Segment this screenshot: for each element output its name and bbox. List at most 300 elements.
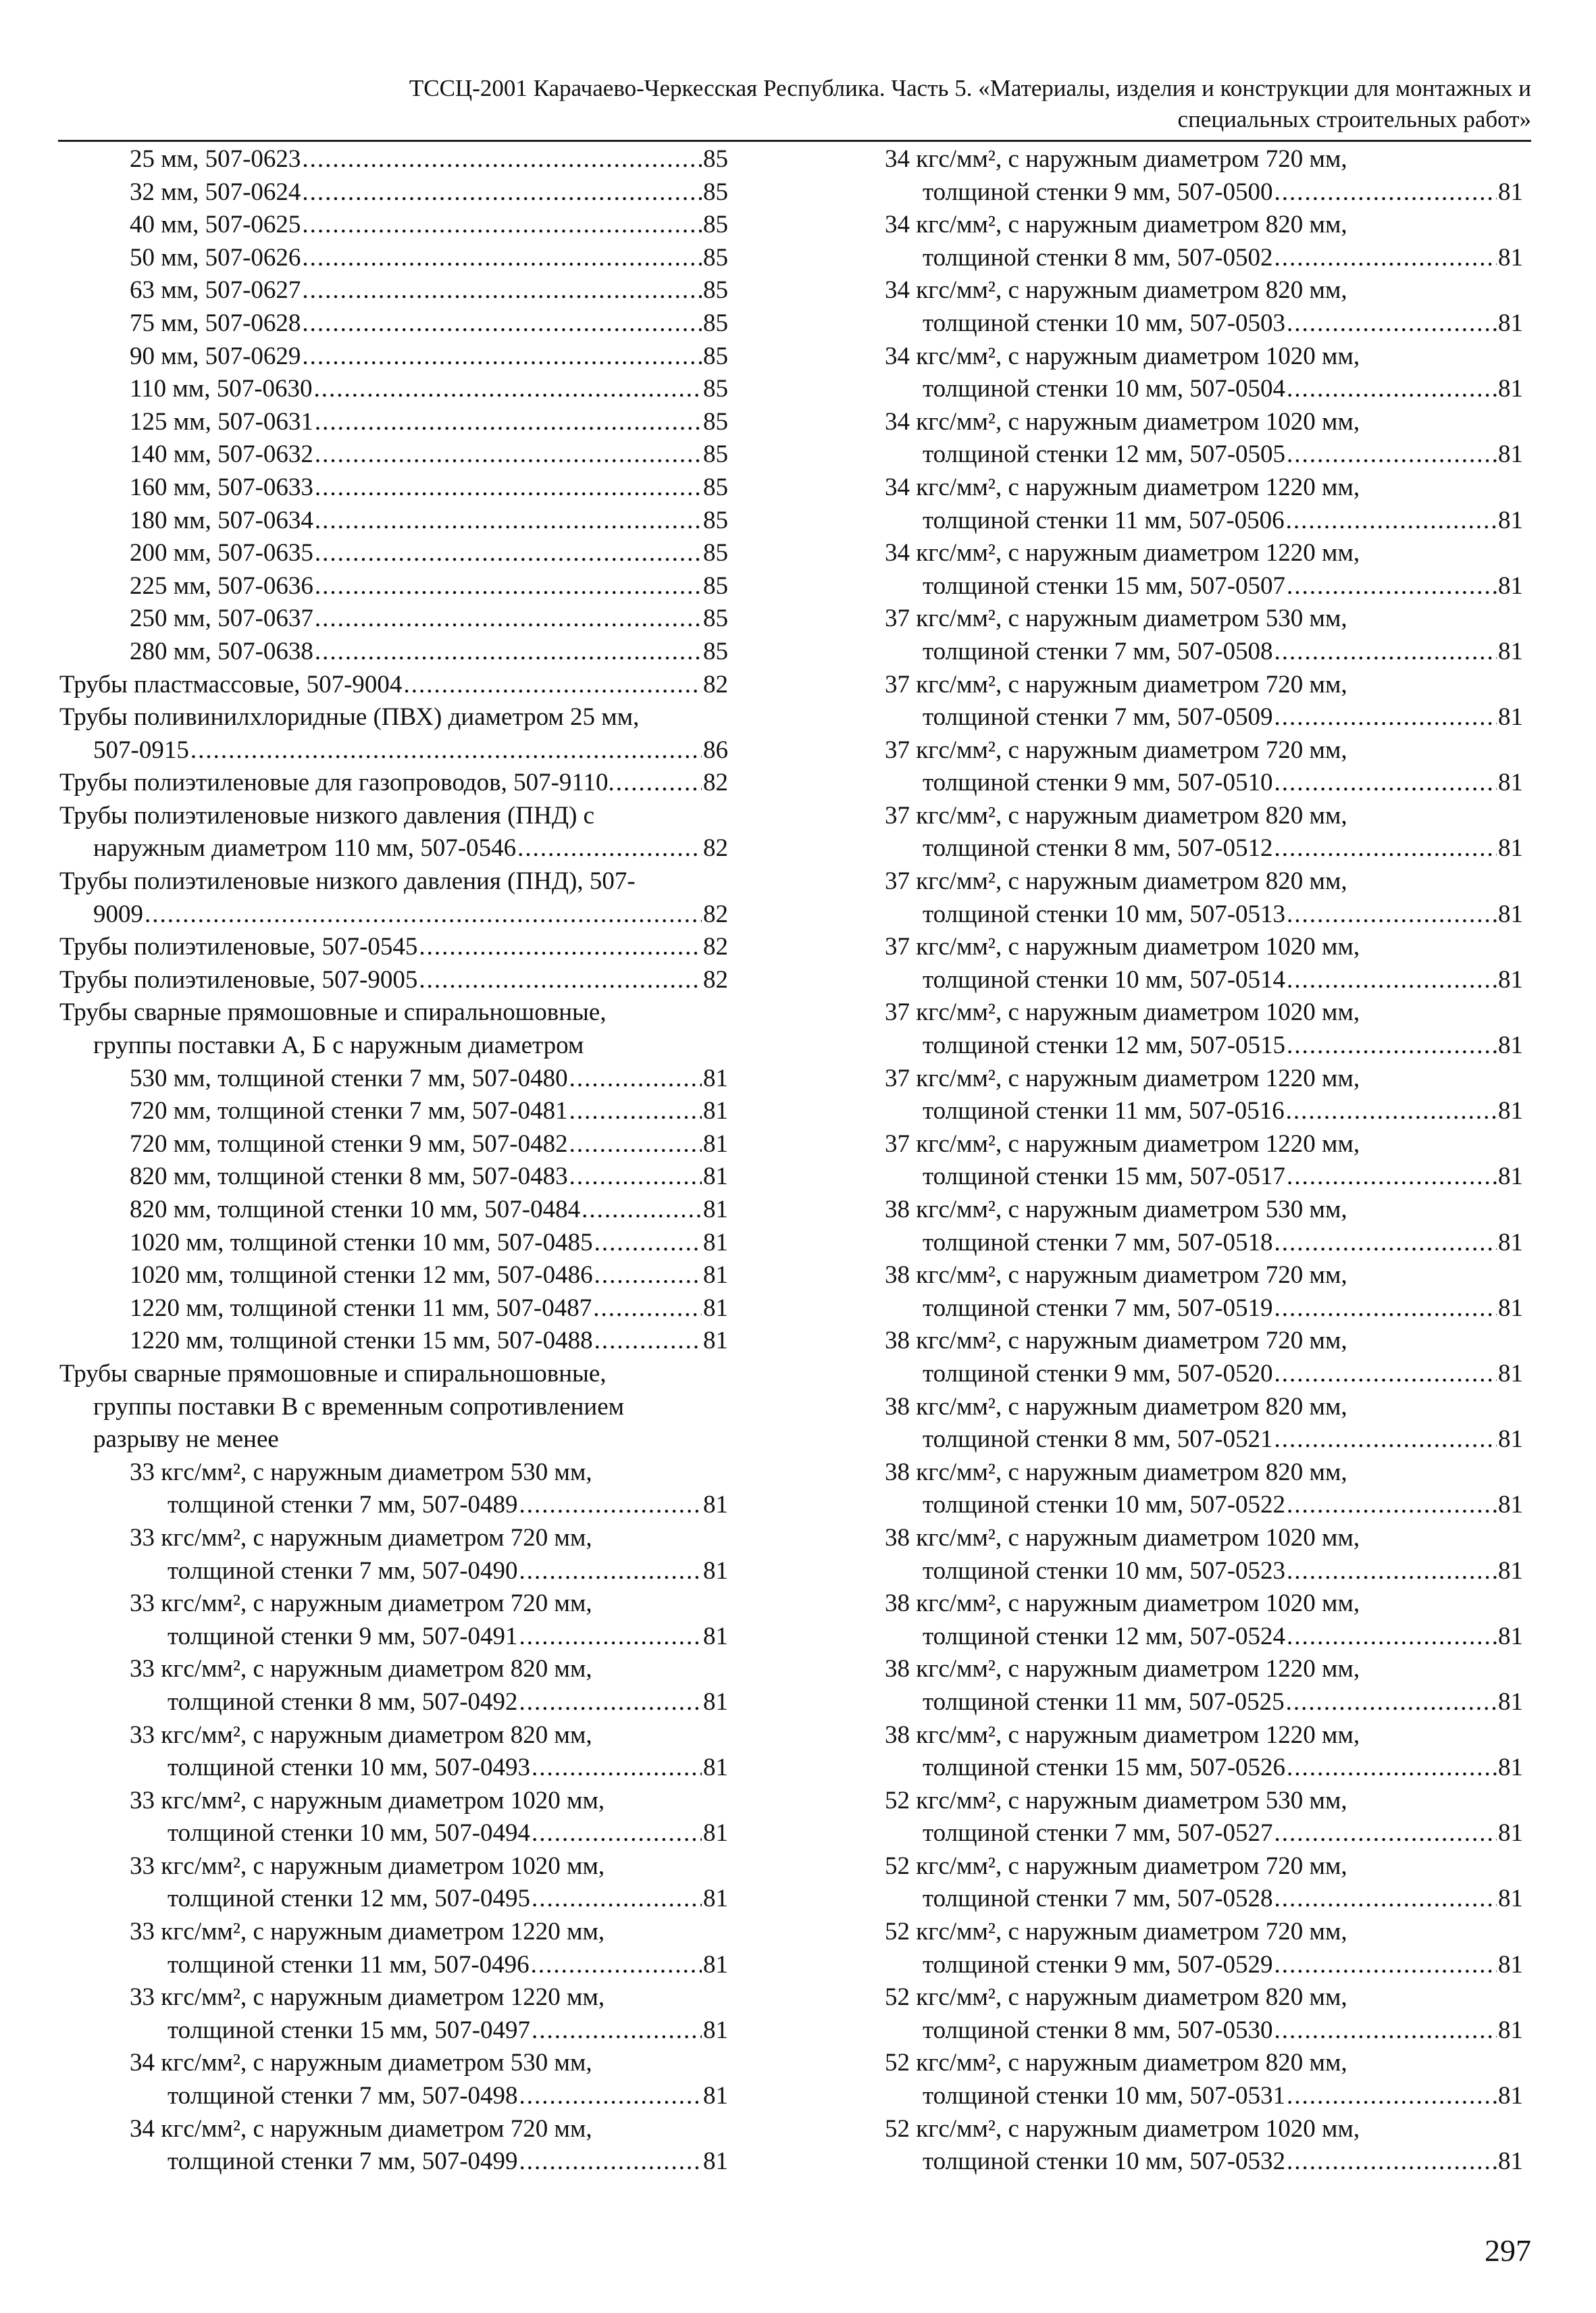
index-entry-leader-line xyxy=(59,832,728,865)
index-entry-leader-line xyxy=(59,537,728,570)
index-entry-leader-line xyxy=(885,373,1523,406)
index-entry-line: 33 кгс/мм², с наружным диаметром 720 мм, xyxy=(130,1523,592,1552)
index-entry xyxy=(59,800,728,865)
index-page-ref: 85 xyxy=(703,571,728,600)
dot-leader xyxy=(519,1621,702,1654)
index-entry-text: 820 мм, толщиной стенки 10 мм, 507-0484 xyxy=(130,1196,581,1223)
index-page-ref: 81 xyxy=(1498,637,1523,665)
index-entry xyxy=(59,636,728,669)
dot-leader xyxy=(1286,1686,1497,1719)
index-entry-text: толщиной стенки 8 мм, 507-0512 xyxy=(923,834,1273,863)
dot-leader xyxy=(569,1128,702,1161)
index-entry-text: 1020 мм, толщиной стенки 12 мм, 507-0486 xyxy=(130,1261,593,1290)
index-entry xyxy=(59,570,728,603)
index-entry xyxy=(59,373,728,406)
index-entry-text: толщиной стенки 9 мм, 507-0500 xyxy=(923,178,1273,206)
index-entry-leader-line xyxy=(885,1095,1523,1128)
index-entry-line: 38 кгс/мм², с наружным диаметром 1220 мм, xyxy=(885,1721,1360,1749)
dot-leader xyxy=(1287,1489,1497,1522)
index-entry-leader-line xyxy=(59,307,728,340)
index-entry-line: 34 кгс/мм², с наружным диаметром 820 мм, xyxy=(885,276,1347,305)
index-entry-line: 33 кгс/мм², с наружным диаметром 530 мм, xyxy=(130,1458,592,1486)
index-entry-text: 50 мм, 507-0626 xyxy=(130,243,301,272)
index-entry xyxy=(59,1785,728,1850)
index-entry-line: 38 кгс/мм², с наружным диаметром 530 мм, xyxy=(885,1196,1347,1223)
dot-leader xyxy=(315,537,702,570)
index-entry-line: Трубы сварные прямошовные и спиральношовные, xyxy=(59,998,607,1027)
index-entry-leader-line xyxy=(59,274,728,307)
dot-leader xyxy=(569,1095,702,1128)
index-entry-text: толщиной стенки 15 мм, 507-0526 xyxy=(923,1754,1286,1782)
index-entry-leader-line xyxy=(59,931,728,964)
dot-leader xyxy=(1275,832,1497,865)
index-entry xyxy=(59,865,728,931)
dot-leader xyxy=(1275,1949,1497,1982)
index-entry xyxy=(59,1719,728,1785)
dot-leader xyxy=(519,1489,702,1522)
index-entry xyxy=(885,1391,1523,1456)
index-entry-line: 37 кгс/мм², с наружным диаметром 820 мм, xyxy=(885,867,1347,896)
dot-leader xyxy=(594,1325,702,1358)
index-page-ref: 81 xyxy=(1498,965,1523,994)
index-entry-text: толщиной стенки 9 мм, 507-0491 xyxy=(168,1622,518,1650)
index-entry-text: толщиной стенки 15 мм, 507-0497 xyxy=(168,2016,531,2044)
index-entry-leader-line xyxy=(59,406,728,439)
dot-leader xyxy=(1275,1358,1497,1391)
index-entry xyxy=(59,1259,728,1292)
index-page-ref: 85 xyxy=(703,243,728,272)
index-page-ref: 85 xyxy=(703,178,728,206)
index-entry-leader-line xyxy=(885,438,1523,472)
index-entry-text: толщиной стенки 8 мм, 507-0530 xyxy=(923,2016,1273,2044)
index-page-ref: 81 xyxy=(703,1228,728,1256)
index-entry xyxy=(59,767,728,800)
index-page-ref: 81 xyxy=(703,1950,728,1979)
index-entry-leader-line xyxy=(59,1292,728,1325)
index-entry-text: 200 мм, 507-0635 xyxy=(130,539,313,567)
index-entry-leader-line xyxy=(59,340,728,374)
index-entry-line: 34 кгс/мм², с наружным диаметром 1220 мм, xyxy=(885,473,1360,501)
index-entry-line: 33 кгс/мм², с наружным диаметром 820 мм, xyxy=(130,1655,592,1683)
index-page-ref: 81 xyxy=(703,1885,728,1913)
index-entry xyxy=(59,143,728,176)
index-entry xyxy=(885,209,1523,274)
index-page-ref: 85 xyxy=(703,473,728,501)
index-entry-leader-line xyxy=(59,1325,728,1358)
index-entry-text: толщиной стенки 10 мм, 507-0514 xyxy=(923,965,1286,994)
dot-leader xyxy=(532,1883,702,1916)
dot-leader xyxy=(1286,505,1497,538)
index-page-ref: 81 xyxy=(1498,1687,1523,1716)
index-page-ref: 81 xyxy=(1498,1163,1523,1191)
index-entry xyxy=(59,340,728,374)
index-entry xyxy=(59,1325,728,1358)
index-page-ref: 81 xyxy=(1498,440,1523,469)
index-entry-text: 1220 мм, толщиной стенки 15 мм, 507-0488 xyxy=(130,1327,593,1355)
index-entry xyxy=(885,800,1523,865)
index-entry-leader-line xyxy=(59,636,728,669)
index-entry xyxy=(59,242,728,275)
index-entry-leader-line xyxy=(885,2080,1523,2113)
index-entry-text: 125 мм, 507-0631 xyxy=(130,407,313,436)
index-entry xyxy=(59,1981,728,2047)
dot-leader xyxy=(1287,373,1497,406)
index-page-ref: 81 xyxy=(1498,900,1523,928)
index-entry-line: группы поставки В с временным сопротивлением xyxy=(93,1392,625,1421)
index-page-ref: 85 xyxy=(703,440,728,469)
index-page-ref: 81 xyxy=(1498,309,1523,337)
index-page-ref: 81 xyxy=(703,1097,728,1125)
index-page-ref: 81 xyxy=(703,1294,728,1322)
index-entry-line: 33 кгс/мм², с наружным диаметром 1020 мм, xyxy=(130,1852,605,1880)
index-entry-line: разрыву не менее xyxy=(93,1425,279,1454)
index-entry-leader-line xyxy=(885,636,1523,669)
index-entry xyxy=(59,701,728,767)
index-page-ref: 81 xyxy=(1498,1556,1523,1585)
index-entry-text: 90 мм, 507-0629 xyxy=(130,342,301,370)
index-entry-text: 720 мм, толщиной стенки 9 мм, 507-0482 xyxy=(130,1129,568,1158)
dot-leader xyxy=(1275,1292,1497,1325)
index-entry-leader-line xyxy=(885,1489,1523,1522)
dot-leader xyxy=(1275,1423,1497,1456)
dot-leader xyxy=(1287,1161,1497,1194)
index-entry xyxy=(885,734,1523,800)
index-entry-leader-line xyxy=(59,669,728,702)
index-entry xyxy=(59,472,728,505)
index-entry xyxy=(885,340,1523,406)
index-entry-line: Трубы полиэтиленовые низкого давления (ПНД), 507- xyxy=(59,867,636,896)
dot-leader xyxy=(519,1686,702,1719)
index-entry-text: толщиной стенки 12 мм, 507-0524 xyxy=(923,1622,1286,1650)
index-entry-text: толщиной стенки 15 мм, 507-0517 xyxy=(923,1163,1286,1191)
index-entry-leader-line xyxy=(59,176,728,209)
index-entry-line: 33 кгс/мм², с наружным диаметром 1220 мм, xyxy=(130,1983,605,2012)
index-page-ref: 82 xyxy=(703,933,728,961)
index-entry-text: толщиной стенки 7 мм, 507-0528 xyxy=(923,1885,1273,1913)
index-column-right xyxy=(885,143,1523,2179)
index-page-ref: 81 xyxy=(1498,1754,1523,1782)
index-entry-text: 32 мм, 507-0624 xyxy=(130,178,301,206)
index-entry-leader-line xyxy=(885,176,1523,209)
dot-leader xyxy=(302,274,702,307)
index-entry xyxy=(885,669,1523,734)
index-entry-leader-line xyxy=(59,1489,728,1522)
index-entry-leader-line xyxy=(885,242,1523,275)
index-page-ref: 81 xyxy=(1498,1294,1523,1322)
index-entry-text: 1020 мм, толщиной стенки 10 мм, 507-0485 xyxy=(130,1228,593,1256)
index-entry xyxy=(885,1259,1523,1325)
index-entry-line: 33 кгс/мм², с наружным диаметром 1220 мм, xyxy=(130,1918,605,1946)
index-page-ref: 81 xyxy=(703,1327,728,1355)
index-entry xyxy=(885,1522,1523,1587)
index-entry xyxy=(885,472,1523,537)
dot-leader xyxy=(1287,570,1497,603)
index-entry-leader-line xyxy=(885,2145,1523,2179)
index-entry-leader-line xyxy=(885,1686,1523,1719)
index-page-ref: 81 xyxy=(1498,1425,1523,1454)
index-entry-line: 34 кгс/мм², с наружным диаметром 1220 мм, xyxy=(885,539,1360,567)
index-entry-text: толщиной стенки 12 мм, 507-0495 xyxy=(168,1885,531,1913)
index-entry xyxy=(885,537,1523,603)
index-entry-text: Трубы полиэтиленовые, 507-0545 xyxy=(59,933,418,961)
header-line-1: ТССЦ-2001 Карачаево-Черкесская Республика. Часть 5. «Материалы, изделия и конструкции для монтажных и xyxy=(409,75,1531,101)
index-entry xyxy=(59,1456,728,1522)
index-entry-text: 140 мм, 507-0632 xyxy=(130,440,313,469)
index-entry xyxy=(59,1587,728,1653)
index-entry-line: группы поставки А, Б с наружным диаметром xyxy=(93,1032,584,1060)
index-entry-leader-line xyxy=(59,1949,728,1982)
index-entry xyxy=(59,209,728,242)
index-entry xyxy=(885,2047,1523,2112)
index-entry-leader-line xyxy=(885,767,1523,800)
dot-leader xyxy=(1275,1883,1497,1916)
index-page-ref: 81 xyxy=(1498,1228,1523,1256)
index-entry xyxy=(885,2113,1523,2179)
index-entry-text: толщиной стенки 7 мм, 507-0499 xyxy=(168,2147,518,2176)
index-entry xyxy=(885,996,1523,1062)
index-entry-text: толщиной стенки 7 мм, 507-0490 xyxy=(168,1556,518,1585)
dot-leader xyxy=(302,209,702,242)
dot-leader xyxy=(302,340,702,374)
index-page-ref: 82 xyxy=(703,834,728,863)
index-page-ref: 81 xyxy=(703,2082,728,2110)
index-entry-line: 52 кгс/мм², с наружным диаметром 720 мм, xyxy=(885,1918,1347,1946)
dot-leader xyxy=(1275,176,1497,209)
dot-leader xyxy=(1287,438,1497,472)
index-entry-leader-line xyxy=(885,1030,1523,1063)
index-entry-leader-line xyxy=(885,1817,1523,1850)
index-entry-text: 250 мм, 507-0637 xyxy=(130,605,313,633)
index-entry-leader-line xyxy=(885,1752,1523,1785)
index-entry-text: толщиной стенки 11 мм, 507-0496 xyxy=(168,1950,530,1979)
index-entry xyxy=(885,1063,1523,1128)
index-entry-leader-line xyxy=(885,832,1523,865)
index-entry-line: 34 кгс/мм², с наружным диаметром 1020 мм, xyxy=(885,342,1360,370)
index-entry-text: 110 мм, 507-0630 xyxy=(130,375,313,403)
index-entry-leader-line xyxy=(59,1621,728,1654)
index-page-ref: 81 xyxy=(703,1064,728,1092)
index-entry-leader-line xyxy=(59,734,728,767)
index-entry-text: толщиной стенки 9 мм, 507-0510 xyxy=(923,769,1273,797)
index-entry-leader-line xyxy=(885,1358,1523,1391)
index-page-ref: 85 xyxy=(703,211,728,239)
dot-leader xyxy=(302,307,702,340)
index-page-ref: 81 xyxy=(1498,178,1523,206)
index-entry-leader-line xyxy=(885,1227,1523,1260)
index-page-ref: 81 xyxy=(703,1163,728,1191)
dot-leader xyxy=(1287,1030,1497,1063)
index-entry-text: 160 мм, 507-0633 xyxy=(130,473,313,501)
index-entry xyxy=(59,1522,728,1587)
index-entry-leader-line xyxy=(885,1883,1523,1916)
index-page-ref: 81 xyxy=(703,1687,728,1716)
dot-leader xyxy=(145,898,702,932)
index-entry xyxy=(59,931,728,964)
index-entry xyxy=(885,1587,1523,1653)
page-number: 297 xyxy=(1485,2233,1531,2268)
index-page-ref: 81 xyxy=(703,1819,728,1848)
index-entry-text: толщиной стенки 12 мм, 507-0515 xyxy=(923,1032,1286,1060)
index-entry xyxy=(59,996,728,1062)
index-entry-line: 33 кгс/мм², с наружным диаметром 720 мм, xyxy=(130,1590,592,1618)
index-page-ref: 85 xyxy=(703,539,728,567)
dot-leader xyxy=(315,603,702,636)
dot-leader xyxy=(315,505,702,538)
index-entry-text: толщиной стенки 8 мм, 507-0502 xyxy=(923,243,1273,272)
index-entry-text: 720 мм, толщиной стенки 7 мм, 507-0481 xyxy=(130,1097,568,1125)
index-entry-leader-line xyxy=(59,1555,728,1588)
dot-leader xyxy=(1275,701,1497,734)
index-page-ref: 85 xyxy=(703,375,728,403)
index-entry-text: толщиной стенки 7 мм, 507-0518 xyxy=(923,1228,1273,1256)
index-page-ref: 81 xyxy=(1498,2082,1523,2110)
index-entry-line: 38 кгс/мм², с наружным диаметром 720 мм, xyxy=(885,1261,1347,1290)
index-entry-line: 37 кгс/мм², с наружным диаметром 720 мм, xyxy=(885,670,1347,698)
index-entry-leader-line xyxy=(59,964,728,997)
dot-leader xyxy=(1275,636,1497,669)
index-entry-leader-line xyxy=(59,767,728,800)
dot-leader xyxy=(1287,2145,1497,2179)
index-page-ref: 81 xyxy=(703,1754,728,1782)
index-entry-text: 280 мм, 507-0638 xyxy=(130,637,313,665)
dot-leader xyxy=(302,176,702,209)
index-entry-text: толщиной стенки 12 мм, 507-0505 xyxy=(923,440,1286,469)
index-entry xyxy=(59,1194,728,1227)
index-entry-line: 34 кгс/мм², с наружным диаметром 530 мм, xyxy=(130,2049,592,2077)
index-page-ref: 81 xyxy=(1498,1819,1523,1848)
dot-leader xyxy=(532,1752,702,1785)
index-page-ref: 81 xyxy=(703,1129,728,1158)
index-entry xyxy=(885,1653,1523,1719)
index-entry-line: 37 кгс/мм², с наружным диаметром 1020 мм, xyxy=(885,933,1360,961)
index-entry-leader-line xyxy=(59,1161,728,1194)
dot-leader xyxy=(1275,767,1497,800)
index-entry xyxy=(59,1063,728,1096)
index-page-ref: 81 xyxy=(1498,1622,1523,1650)
dot-leader xyxy=(315,636,702,669)
dot-leader xyxy=(1287,1752,1497,1785)
index-entry xyxy=(59,176,728,209)
index-entry xyxy=(59,1358,728,1456)
index-page-ref: 85 xyxy=(703,276,728,305)
index-page-ref: 85 xyxy=(703,407,728,436)
index-entry-leader-line xyxy=(59,438,728,472)
index-entry-leader-line xyxy=(59,898,728,932)
dot-leader xyxy=(593,1292,702,1325)
index-entry-leader-line xyxy=(59,505,728,538)
index-entry-text: толщиной стенки 7 мм, 507-0498 xyxy=(168,2082,518,2110)
index-entry xyxy=(59,1128,728,1161)
index-entry-text: 1220 мм, толщиной стенки 11 мм, 507-0487 xyxy=(130,1294,592,1322)
index-page-ref: 85 xyxy=(703,605,728,633)
index-entry-text: толщиной стенки 10 мм, 507-0522 xyxy=(923,1491,1286,1519)
header-line-2: специальных строительных работ» xyxy=(1177,106,1531,132)
index-page-ref: 81 xyxy=(703,1556,728,1585)
index-entry xyxy=(885,1194,1523,1259)
index-entry-leader-line xyxy=(59,1883,728,1916)
index-entry-line: 34 кгс/мм², с наружным диаметром 720 мм, xyxy=(885,145,1347,173)
dot-leader xyxy=(314,373,702,406)
dot-leader xyxy=(517,832,702,865)
index-entry xyxy=(59,1916,728,1981)
index-entry xyxy=(59,1227,728,1260)
index-page-ref: 81 xyxy=(1498,243,1523,272)
index-entry xyxy=(59,2113,728,2179)
index-entry-line: 52 кгс/мм², с наружным диаметром 1020 мм, xyxy=(885,2114,1360,2143)
dot-leader xyxy=(1287,1555,1497,1588)
dot-leader xyxy=(315,406,702,439)
index-entry-text: толщиной стенки 10 мм, 507-0503 xyxy=(923,309,1286,337)
index-entry-leader-line xyxy=(59,242,728,275)
index-page-ref: 81 xyxy=(1498,1097,1523,1125)
dot-leader xyxy=(315,570,702,603)
index-entry-text: 9009 xyxy=(93,900,143,928)
index-entry-text: 530 мм, толщиной стенки 7 мм, 507-0480 xyxy=(130,1064,568,1092)
index-entry-text: 25 мм, 507-0623 xyxy=(130,145,301,173)
index-entry-text: толщиной стенки 7 мм, 507-0489 xyxy=(168,1491,518,1519)
index-page-ref: 85 xyxy=(703,145,728,173)
index-entry xyxy=(59,274,728,307)
dot-leader xyxy=(419,964,702,997)
dot-leader xyxy=(1275,2014,1497,2048)
index-page-ref: 81 xyxy=(1498,834,1523,863)
index-entry-leader-line xyxy=(59,1063,728,1096)
dot-leader xyxy=(1286,1095,1497,1128)
index-entry-line: 38 кгс/мм², с наружным диаметром 1020 мм, xyxy=(885,1590,1360,1618)
index-entry-line: 52 кгс/мм², с наружным диаметром 720 мм, xyxy=(885,1852,1347,1880)
index-entry-text: 180 мм, 507-0634 xyxy=(130,506,313,534)
index-entry xyxy=(885,406,1523,472)
index-page-ref: 81 xyxy=(1498,1491,1523,1519)
index-entry xyxy=(59,307,728,340)
index-entry-text: толщиной стенки 11 мм, 507-0506 xyxy=(923,506,1285,534)
index-page-ref: 85 xyxy=(703,309,728,337)
index-entry-text: толщиной стенки 15 мм, 507-0507 xyxy=(923,571,1286,600)
index-entry xyxy=(885,1128,1523,1194)
index-page-ref: 81 xyxy=(703,1261,728,1290)
index-entry-leader-line xyxy=(885,1423,1523,1456)
index-entry-line: 38 кгс/мм², с наружным диаметром 1020 мм, xyxy=(885,1523,1360,1552)
dot-leader xyxy=(1287,964,1497,997)
index-page-ref: 81 xyxy=(1498,703,1523,732)
index-entry-leader-line xyxy=(59,2014,728,2048)
index-entry-leader-line xyxy=(59,2080,728,2113)
index-entry-leader-line xyxy=(59,1817,728,1850)
index-entry-leader-line xyxy=(885,1292,1523,1325)
index-entry xyxy=(885,143,1523,209)
dot-leader xyxy=(519,2080,702,2113)
index-entry xyxy=(59,1095,728,1128)
index-entry-text: толщиной стенки 7 мм, 507-0527 xyxy=(923,1819,1273,1848)
index-entry-leader-line xyxy=(59,1128,728,1161)
dot-leader xyxy=(1287,898,1497,932)
index-page-ref: 81 xyxy=(1498,2016,1523,2044)
dot-leader xyxy=(519,1555,702,1588)
dot-leader xyxy=(315,472,702,505)
index-entry xyxy=(59,603,728,636)
index-entry-text: Трубы полиэтиленовые, 507-9005 xyxy=(59,965,418,994)
dot-leader xyxy=(594,1227,702,1260)
index-page-ref: 85 xyxy=(703,506,728,534)
index-entry-text: Трубы полиэтиленовые для газопроводов, 507-9110. xyxy=(59,769,615,797)
index-entry-text: 75 мм, 507-0628 xyxy=(130,309,301,337)
index-entry-leader-line xyxy=(885,2014,1523,2048)
index-entry-text: толщиной стенки 10 мм, 507-0531 xyxy=(923,2082,1286,2110)
index-entry-line: Трубы полиэтиленовые низкого давления (ПНД) с xyxy=(59,801,595,830)
index-page-ref: 82 xyxy=(703,769,728,797)
index-page-ref: 81 xyxy=(703,2016,728,2044)
index-entry-text: 63 мм, 507-0627 xyxy=(130,276,301,305)
